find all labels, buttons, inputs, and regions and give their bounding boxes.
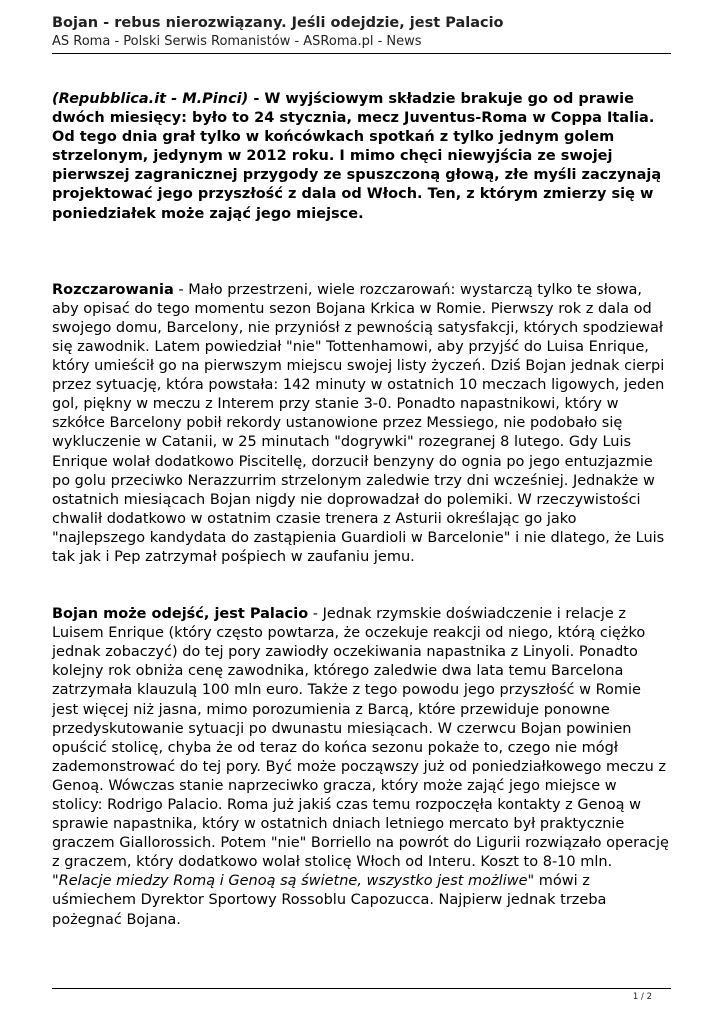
section-heading: Rozczarowania (52, 281, 174, 298)
footer-divider (52, 988, 671, 989)
site-name: AS Roma - Polski Serwis Romanistów - ASRoma.pl - News (52, 34, 422, 49)
lead-source: (Repubblica.it - M.Pinci) (52, 91, 249, 107)
lead-paragraph (52, 90, 671, 224)
section-heading: Bojan może odejść, jest Palacio (52, 606, 309, 623)
page-header (52, 14, 672, 50)
page-number: 1 / 2 (632, 992, 652, 1002)
section-quote: Relacje miedzy Romą i Genoą są świetne, wszystko jest możliwe (58, 873, 528, 890)
article-body (52, 90, 671, 930)
section-text: - Mało przestrzeni, wiele rozczarowań: wystarczą tylko te słowa, aby opisać do tego momentu sezon Bojana Krkica w Romie. Pierwszy rok z dala od swojego domu, Barcelony, nie przyniósł z pewnością satysfakcji, których spodziewał się zawodnik. Latem powiedział "nie" Tottenhamowi, aby przyjść do Luisa Enrique, który umieścił go na pierwszym miejscu swojej listy życzeń. Dziś Bojan jednak cierpi przez sytuację, która powstała: 142 minuty w ostatnich 10 meczach ligowych, jeden gol, piękny w meczu z Interem przy stanie 3-0. Ponadto napastnikowi, który w szkółce Barcelony pobił rekordy ustanowione przez Messiego, nie podobało się wykluczenie w Catanii, w 25 minutach "dogrywki" rozegranej 8 lutego. Gdy Luis Enrique wolał dodatkowo Piscitellę, dorzucił benzyny do ognia po jego entuzjazmie po golu przeciwko Nerazzurrim strzelonym zaledwie trzy dni wcześniej. Jednakże w ostatnich miesiącach Bojan nigdy nie doprowadzał do polemiki. W rzeczywistości chwalił dodatkowo w ostatnim czasie trenera z Asturii określając go jako "najlepszego kandydata do zastąpienia Guardioli w Barcelonie" i nie dlatego, że Luis tak jak i Pep zatrzymał pośpiech w zaufaniu jemu. (52, 281, 665, 565)
lead-text: - W wyjściowym składzie brakuje go od prawie dwóch miesięcy: było to 24 stycznia, mecz Juventus-Roma w Coppa Italia. Od tego dnia grał tylko w końcówkach spotkań z tylko jednym golem strzelonym, jedynym w 2012 roku. I mimo chęci niewyjścia ze swojej pierwszej zagranicznej przygody ze spuszczoną głową, złe myśli zaczynają projektować jego przyszłość z dala od Włoch. Ten, z którym zmierzy się w poniedziałek może zająć jego miejsce. (52, 91, 662, 222)
header-divider (52, 53, 671, 54)
article-title: Bojan - rebus nierozwiązany. Jeśli odejdzie, jest Palacio (52, 15, 504, 31)
section-text: - Jednak rzymskie doświadczenie i relacje z Luisem Enrique (który często powtarza, że oczekuje reakcji od niego, którą ciężko jednak zobaczyć) do tej pory zawiodły oczekiwania napastnika z Linyoli. Ponadto kolejny rok obniża cenę zawodnika, którego zaledwie dwa lata temu Barcelona zatrzymała klauzulą 100 mln euro. Także z tego powodu jego przyszłość w Romie jest więcej niż jasna, mimo porozumienia z Barcą, które przewiduje ponowne przedyskutowanie sytuacji po dwunastu miesiącach. W czerwcu Bojan powinien opuścić stolicę, chyba że od teraz do końca sezonu pokaże to, czego nie mógł zademonstrować do tej pory. Być może począwszy już od poniedziałkowego meczu z Genoą. Wówczas stanie naprzeciwko gracza, który może zająć jego miejsce w stolicy: Rodrigo Palacio. Roma już jakiś czas temu rozpoczęła kontakty z Genoą w sprawie napastnika, który w ostatnich dniach letniego mercato był praktycznie graczem Giallorossich. Potem "nie" Borriello na powrót do Ligurii rozwiązało operację z graczem, który dodatkowo wolał stolicę Włoch od Interu. Koszt to 8-10 mln. " (52, 606, 669, 890)
section-bojan-palacio (52, 605, 671, 930)
section-rozczarowania (52, 281, 671, 567)
section-tail: " mówi z uśmiechem Dyrektor Sportowy Rossoblu Capozucca. Najpierw jednak trzeba pożegnać Bojana. (52, 873, 607, 928)
